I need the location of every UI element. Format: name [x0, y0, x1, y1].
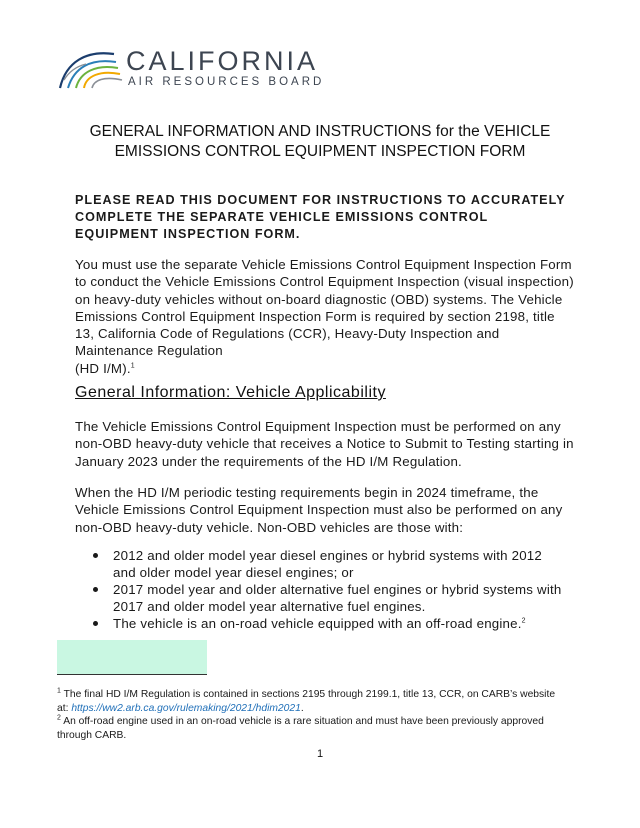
footnote-ref-1[interactable]: 1 — [130, 362, 135, 370]
list-item — [93, 547, 563, 581]
list-item-text: 2012 and older model year diesel engines or hybrid systems with 2012 and older model year diesel engines; or — [113, 548, 542, 580]
carb-logo — [56, 40, 325, 92]
list-item — [93, 581, 563, 615]
footnote-1-end: . — [300, 702, 304, 714]
notice-paragraph: PLEASE READ THIS DOCUMENT FOR INSTRUCTIONS TO ACCURATELY COMPLETE THE SEPARATE VEHICLE EMISSIONS CONTROL EQUIPMENT INSPECTION FORM. — [75, 193, 566, 241]
bullet-icon — [93, 621, 98, 626]
logo-subtitle: AIR RESOURCES BOARD — [128, 76, 325, 88]
intro-paragraph — [75, 256, 575, 377]
footnote-2 — [57, 715, 557, 742]
footnote-2-text: An off-road engine used in an on-road vehicle is a rare situation and must have been previously approved through CARB. — [57, 716, 544, 741]
bullet-icon — [93, 553, 98, 558]
periodic-testing-paragraph: When the HD I/M periodic testing requirements begin in 2024 timeframe, the Vehicle Emissions Control Equipment Inspection must also be performed on any non-OBD heavy-duty vehicle. Non-OBD vehicles are those with: — [75, 485, 563, 535]
title-line-1: GENERAL INFORMATION AND INSTRUCTIONS for the VEHICLE — [89, 123, 551, 140]
list-item — [93, 615, 563, 632]
intro-tail: (HD I/M). — [75, 360, 131, 376]
footnote-2-number: 2 — [57, 714, 61, 722]
bullet-icon — [93, 587, 98, 592]
title-line-2: EMISSIONS CONTROL EQUIPMENT INSPECTION FORM — [114, 143, 526, 160]
footnote-1-number: 1 — [57, 687, 61, 695]
intro-text: You must use the separate Vehicle Emissions Control Equipment Inspection Form to conduct the Vehicle Emissions Control Equipment Inspection (visual inspection) on heavy-duty vehicles without on-board diagnostic (OBD) systems. The Vehicle Emissions Control Equipment Inspection Form is required by section 2198, title 13, California Code of Regulations (CCR), Heavy-Duty Inspection and Maintenance Regulation — [75, 257, 574, 359]
footnote-ref-2[interactable]: 2 — [521, 617, 526, 625]
vehicle-criteria-list — [93, 547, 563, 632]
footnote-divider — [57, 674, 207, 675]
footnotes — [57, 688, 557, 742]
highlight-box — [57, 640, 207, 674]
footnote-1 — [57, 688, 557, 715]
list-item-text: 2017 model year and older alternative fuel engines or hybrid systems with 2017 and older model year alternative fuel engines. — [113, 582, 562, 614]
applicability-paragraph: The Vehicle Emissions Control Equipment Inspection must be performed on any non-OBD heavy-duty vehicle that receives a Notice to Submit to Testing starting in January 2023 under the requirements of the HD I/M Regulation. — [75, 419, 574, 469]
regulation-link[interactable]: https://ww2.arb.ca.gov/rulemaking/2021/hdim2021 — [71, 702, 301, 714]
list-item-text: The vehicle is an on-road vehicle equipped with an off-road engine. — [113, 616, 522, 631]
page-number: 1 — [316, 748, 324, 760]
carb-logo-arcs-icon — [56, 40, 126, 92]
section-heading: General Information: Vehicle Applicability — [75, 384, 386, 401]
footnote-1-text: The final HD I/M Regulation is contained in sections 2195 through 2199.1, title 13, CCR, on CARB’s website at: — [57, 689, 556, 714]
logo-name: CALIFORNIA — [126, 46, 319, 76]
document-title — [60, 122, 580, 162]
